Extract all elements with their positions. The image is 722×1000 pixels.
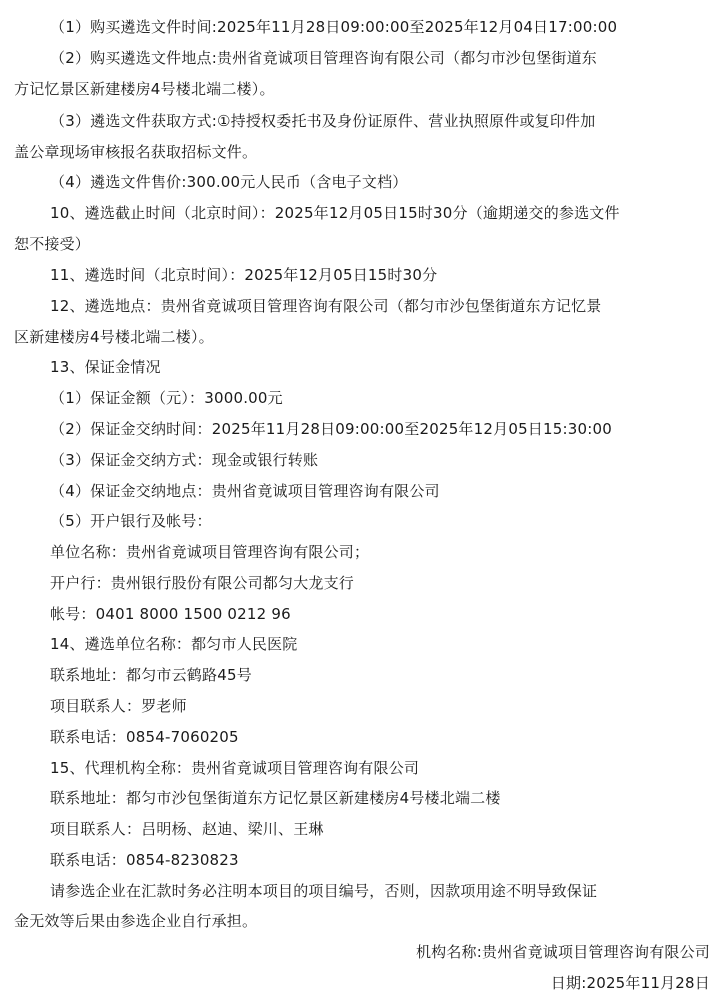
purchase-location-line: （2）购买遴选文件地点:贵州省竟诚项目管理咨询有限公司（都匀市沙包堡街道东 <box>50 49 598 67</box>
acquisition-method-line-cont: 盖公章现场审核报名获取招标文件。 <box>14 143 258 161</box>
notice-line-cont: 金无效等后果由参选企业自行承担。 <box>14 912 258 930</box>
agency-contact-line: 项目联系人：吕明杨、赵迪、梁川、王琳 <box>50 820 324 838</box>
signature-date: 日期:2025年11月28日 <box>550 974 710 992</box>
deposit-method-line: （3）保证金交纳方式：现金或银行转账 <box>50 451 319 469</box>
selection-location-line: 12、遴选地点：贵州省竟诚项目管理咨询有限公司（都匀市沙包堡街道东方记忆景 <box>50 297 602 315</box>
notice-line: 请参选企业在汇款时务必注明本项目的项目编号，否则，因款项用途不明导致保证 <box>50 882 598 900</box>
agency-name-line: 15、代理机构全称：贵州省竟诚项目管理咨询有限公司 <box>50 759 420 777</box>
selection-time-line: 11、遴选时间（北京时间）：2025年12月05日15时30分 <box>50 266 438 284</box>
bank-account-heading: （5）开户银行及帐号： <box>50 512 212 530</box>
deposit-amount-line: （1）保证金额（元）：3000.00元 <box>50 389 283 407</box>
acquisition-method-line: （3）遴选文件获取方式:①持授权委托书及身份证原件、营业执照原件或复印件加 <box>50 112 596 130</box>
deposit-time-line: （2）保证金交纳时间：2025年11月28日09:00:00至2025年12月05日15:30:00 <box>50 420 612 438</box>
unit-address-line: 联系地址：都匀市云鹤路45号 <box>50 666 252 684</box>
bank-name-line: 开户行：贵州银行股份有限公司都匀大龙支行 <box>50 574 355 592</box>
deposit-heading: 13、保证金情况 <box>50 358 161 376</box>
agency-address-line: 联系地址：都匀市沙包堡街道东方记忆景区新建楼房4号楼北端二楼 <box>50 789 501 807</box>
unit-contact-line: 项目联系人：罗老师 <box>50 697 187 715</box>
deadline-line-cont: 恕不接受） <box>14 235 91 253</box>
signature-organization: 机构名称:贵州省竟诚项目管理咨询有限公司 <box>415 943 710 961</box>
unit-phone-line: 联系电话：0854-7060205 <box>50 728 239 746</box>
purchase-time-line: （1）购买遴选文件时间:2025年11月28日09:00:00至2025年12月04日17:00:00 <box>50 18 618 36</box>
deposit-location-line: （4）保证金交纳地点：贵州省竟诚项目管理咨询有限公司 <box>50 482 440 500</box>
purchase-location-line-cont: 方记忆景区新建楼房4号楼北端二楼）。 <box>14 80 275 98</box>
deadline-line: 10、遴选截止时间（北京时间）：2025年12月05日15时30分（逾期递交的参选文件 <box>50 204 620 222</box>
selection-location-line-cont: 区新建楼房4号楼北端二楼）。 <box>14 328 214 346</box>
agency-phone-line: 联系电话：0854-8230823 <box>50 851 239 869</box>
account-number-line: 帐号：0401 8000 1500 0212 96 <box>50 605 291 623</box>
selecting-unit-line: 14、遴选单位名称：都匀市人民医院 <box>50 635 298 653</box>
document-price-line: （4）遴选文件售价:300.00元人民币（含电子文档） <box>50 173 408 191</box>
unit-name-line: 单位名称：贵州省竟诚项目管理咨询有限公司； <box>50 543 370 561</box>
